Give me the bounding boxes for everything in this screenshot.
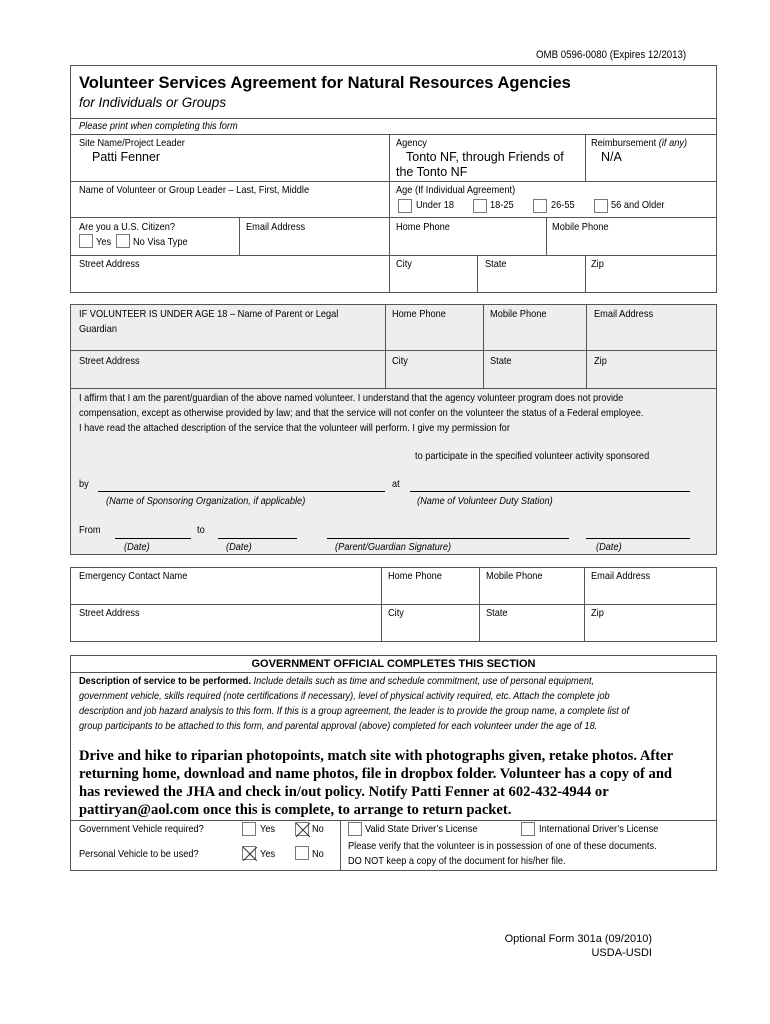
service-description[interactable]: Drive and hike to riparian photopoints, match site with photographs given, retake photos. After returning home, download and name photos, file in dropbox folder. Volunteer has a copy of and has reviewed the JHA and check in/out policy. Notify Patti Fenner at 602-432-4944 or pattiryan@aol.com once this is complete, to arrange to return packet. [79,748,674,818]
form-title: Volunteer Services Agreement for Natural Resources Agencies [79,74,571,92]
to-date-caption: (Date) [226,541,252,553]
sponsor-caption: (Name of Sponsoring Organization, if applicable) [106,495,306,507]
intl-license-checkbox[interactable] [521,822,535,836]
guardian-email-label: Email Address [594,308,654,320]
x-mark-icon [243,847,257,861]
personal-vehicle-no-label: No [312,848,324,860]
state-label: State [485,258,507,270]
omb-number: OMB 0596-0080 (Expires 12/2013) [536,49,687,61]
guardian-state-label: State [490,355,512,367]
age-under18-label: Under 18 [416,199,455,211]
emergency-state-label: State [486,607,508,619]
affirm-line2: compensation, except as otherwise provided by law; and that the service will not confer on the volunteer the status of a Federal employee. [79,407,644,419]
age-18-25-checkbox[interactable] [473,199,487,213]
home-phone-label: Home Phone [396,221,450,233]
description-line2: government vehicle, skills required (note certifications if necessary), level of physical activity required, etc. Attach the complete job [79,690,610,702]
from-date-caption: (Date) [124,541,150,553]
participate-text: to participate in the specified volunteer activity sponsored [415,450,650,462]
form-subtitle: for Individuals or Groups [79,95,227,110]
station-caption: (Name of Volunteer Duty Station) [417,495,553,507]
personal-vehicle-yes-checkbox[interactable] [242,846,256,860]
description-line4: group participants to be attached to this form, and parental approval (above) completed for each volunteer under the age of 18. [79,720,598,732]
government-heading: GOVERNMENT OFFICIAL COMPLETES THIS SECTION [251,658,536,670]
citizen-no-label: No Visa Type [133,236,188,248]
intl-license-label: International Driver’s License [539,823,659,835]
gov-vehicle-no-label: No [312,823,324,835]
email-label: Email Address [246,221,306,233]
by-label: by [79,478,89,490]
affirm-line1: I affirm that I am the parent/guardian of the above named volunteer. I understand that the agency volunteer program does not provide [79,392,624,404]
emergency-city-label: City [388,607,404,619]
citizen-yes-checkbox[interactable] [79,234,93,248]
street-address-label: Street Address [79,258,140,270]
emergency-mobile-phone-label: Mobile Phone [486,570,543,582]
age-label: Age (If Individual Agreement) [396,184,516,196]
to-label: to [197,524,205,536]
station-line[interactable] [410,491,690,492]
x-mark-icon [296,823,310,837]
emergency-home-phone-label: Home Phone [388,570,442,582]
emergency-zip-label: Zip [591,607,604,619]
guardian-label-line1: IF VOLUNTEER IS UNDER AGE 18 – Name of Parent or Legal [79,308,339,320]
verify-line2: DO NOT keep a copy of the document for his/her file. [348,855,566,867]
guardian-mobile-phone-label: Mobile Phone [490,308,547,320]
site-name-label: Site Name/Project Leader [79,137,185,149]
personal-vehicle-label: Personal Vehicle to be used? [79,848,199,860]
from-date-line[interactable] [115,538,191,539]
signature-caption: (Parent/Guardian Signature) [335,541,452,553]
emergency-contact-label: Emergency Contact Name [79,570,188,582]
reimbursement-label: Reimbursement (if any) [591,137,688,149]
guardian-city-label: City [392,355,408,367]
personal-vehicle-yes-label: Yes [260,848,276,860]
emergency-street-label: Street Address [79,607,140,619]
gov-vehicle-no-checkbox[interactable] [295,822,309,836]
gov-vehicle-yes-label: Yes [260,823,276,835]
personal-vehicle-no-checkbox[interactable] [295,846,309,860]
gov-vehicle-yes-checkbox[interactable] [242,822,256,836]
signature-date-caption: (Date) [596,541,622,553]
valid-license-checkbox[interactable] [348,822,362,836]
to-date-line[interactable] [218,538,297,539]
agency-value-line2[interactable]: the Tonto NF [396,165,468,179]
age-26-55-label: 26-55 [551,199,575,211]
guardian-street-label: Street Address [79,355,140,367]
age-under18-checkbox[interactable] [398,199,412,213]
guardian-zip-label: Zip [594,355,607,367]
emergency-email-label: Email Address [591,570,651,582]
sponsor-line[interactable] [98,491,385,492]
footer-agency: USDA-USDI [591,947,652,959]
verify-line1: Please verify that the volunteer is in possession of one of these documents. [348,840,657,852]
agency-label: Agency [396,137,427,149]
form-number: Optional Form 301a (09/2010) [504,933,652,945]
volunteer-name-label: Name of Volunteer or Group Leader – Last, First, Middle [79,184,310,196]
valid-license-label: Valid State Driver’s License [365,823,478,835]
description-line3: description and job hazard analysis to this form. If this is a group agreement, the leader is to provide the group name, a complete list of [79,705,630,717]
site-name-value[interactable]: Patti Fenner [92,150,161,164]
gov-vehicle-label: Government Vehicle required? [79,823,204,835]
reimbursement-value[interactable]: N/A [601,150,622,164]
print-note: Please print when completing this form [79,120,238,132]
at-label: at [392,478,400,490]
mobile-phone-label: Mobile Phone [552,221,609,233]
description-line1: Description of service to be performed. Include details such as time and schedule commitment, use of personal equipment, [79,675,595,687]
guardian-label-line2: Guardian [79,323,118,335]
zip-label: Zip [591,258,604,270]
age-18-25-label: 18-25 [490,199,514,211]
signature-date-line[interactable] [586,538,690,539]
citizen-yes-label: Yes [96,236,112,248]
age-56-older-checkbox[interactable] [594,199,608,213]
citizen-no-checkbox[interactable] [116,234,130,248]
age-26-55-checkbox[interactable] [533,199,547,213]
guardian-home-phone-label: Home Phone [392,308,446,320]
signature-line[interactable] [327,538,569,539]
city-label: City [396,258,412,270]
from-label: From [79,524,101,536]
age-56-older-label: 56 and Older [611,199,665,211]
citizen-label: Are you a U.S. Citizen? [79,221,176,233]
affirm-line3: I have read the attached description of the service that the volunteer will perform. I give my permission for [79,422,510,434]
footer [470,932,652,960]
agency-value-line1[interactable]: Tonto NF, through Friends of [406,150,564,164]
